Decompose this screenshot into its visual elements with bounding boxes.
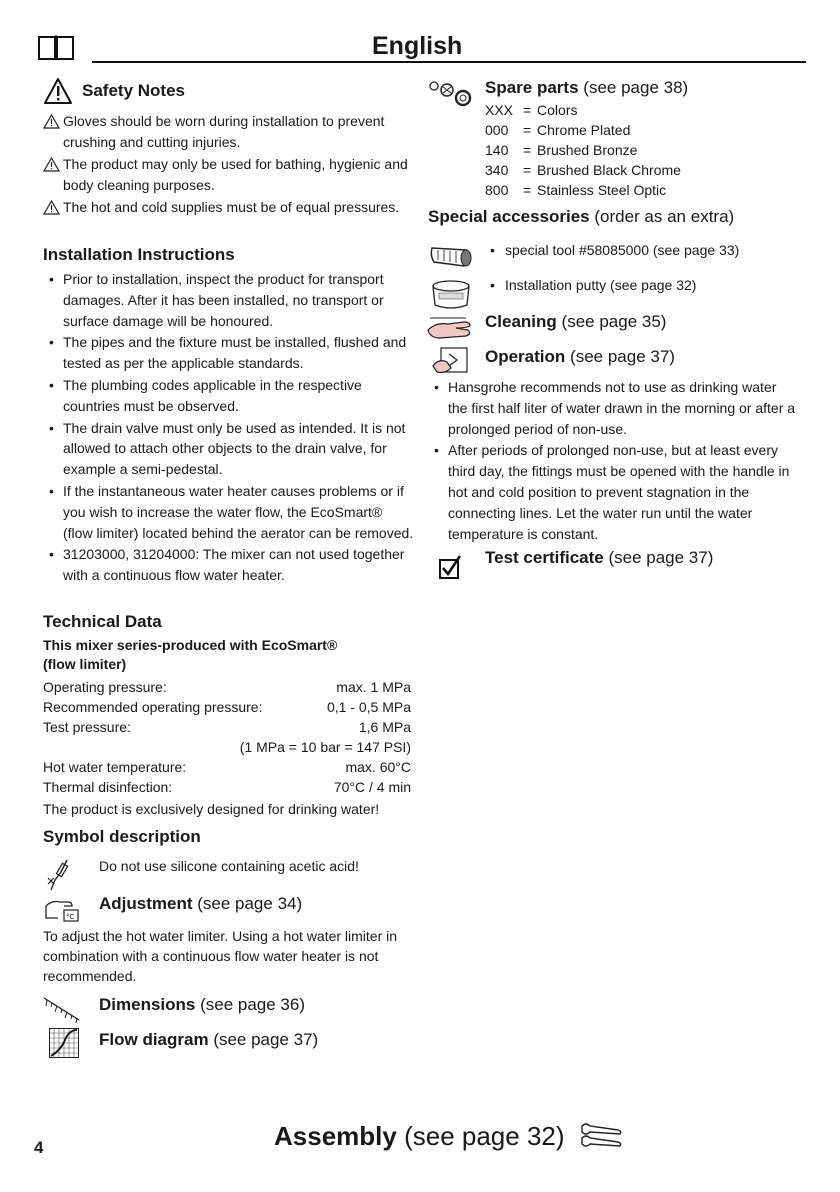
spare-parts-row xyxy=(485,180,745,200)
color-name: Chrome Plated xyxy=(537,122,631,138)
technical-label: Hot water temperature: xyxy=(43,759,187,775)
safety-item-text: The product may only be used for bathing, hygienic and body cleaning purposes. xyxy=(63,156,408,193)
technical-note: The product is exclusively designed for drinking water! xyxy=(43,801,380,817)
special-accessories-ref: (order as an extra) xyxy=(594,207,735,226)
operation-item: • Hansgrohe recommends not to use as drinking water the first half liter of water drawn in the morning or after a prolonged period of non-use. xyxy=(428,377,798,439)
dimensions-label: Dimensions xyxy=(99,995,196,1014)
technical-subheading-line: This mixer series-produced with EcoSmart® xyxy=(43,637,338,653)
assembly-label: Assembly xyxy=(274,1121,397,1151)
spare-parts-ref: (see page 38) xyxy=(583,78,689,97)
wrench-tools-icon xyxy=(578,1120,624,1150)
technical-label: Test pressure: xyxy=(43,719,131,735)
special-accessories-title xyxy=(428,206,734,228)
symbols-heading: Symbol description xyxy=(43,827,201,846)
operation-title xyxy=(485,346,675,368)
installation-item: • Prior to installation, inspect the product for transport damages. After it has been installed, no transport or surface damage will be honoured. xyxy=(43,269,415,331)
assembly-ref: (see page 32) xyxy=(404,1121,565,1151)
technical-value: 0,1 - 0,5 MPa xyxy=(326,699,411,715)
safety-item xyxy=(43,154,411,196)
technical-row xyxy=(43,697,411,717)
dimensions-title xyxy=(99,994,305,1016)
technical-label: Operating pressure: xyxy=(43,679,167,695)
spare-parts-row xyxy=(485,140,745,160)
spare-parts-row xyxy=(485,160,745,180)
svg-text:°C: °C xyxy=(66,913,75,921)
small-warning-icon xyxy=(43,200,60,215)
cleaning-hand-icon xyxy=(426,312,474,342)
page-number: 4 xyxy=(34,1138,44,1157)
color-code: 000 xyxy=(485,122,509,138)
spare-parts-row xyxy=(485,100,745,120)
safety-item-text: Gloves should be worn during installation to prevent crushing and cutting injuries. xyxy=(63,113,385,150)
putty-text: Installation putty (see page 32) xyxy=(505,277,697,293)
bullet: • xyxy=(490,277,495,293)
installation-item: • The plumbing codes applicable in the respective countries must be observed. xyxy=(43,375,415,417)
cleaning-ref: (see page 35) xyxy=(561,312,667,331)
installation-heading: Installation Instructions xyxy=(43,245,235,264)
adjustment-label: Adjustment xyxy=(99,894,193,913)
technical-value: max. 60°C xyxy=(345,759,411,775)
silicone-gun-icon xyxy=(45,856,71,892)
technical-row xyxy=(43,757,411,777)
installation-item: • The pipes and the fixture must be installed, flushed and tested as per the applicable standards. xyxy=(43,332,415,374)
adjustment-text: To adjust the hot water limiter. Using a hot water limiter in combination with a continuous flow water heater is not recommended. xyxy=(43,928,398,984)
color-code: 800 xyxy=(485,182,509,198)
equals-sign: = xyxy=(523,162,532,178)
spare-parts-table xyxy=(485,100,745,200)
test-certificate-ref: (see page 37) xyxy=(608,548,714,567)
color-name: Colors xyxy=(537,102,578,118)
color-name: Stainless Steel Optic xyxy=(537,182,667,198)
operation-label: Operation xyxy=(485,347,566,366)
flow-diagram-ref: (see page 37) xyxy=(213,1030,319,1049)
adjustment-title xyxy=(99,893,302,915)
technical-table xyxy=(43,677,411,819)
equals-sign: = xyxy=(523,102,532,118)
spare-parts-row xyxy=(485,120,745,140)
operation-icon xyxy=(431,346,471,376)
technical-value: 70°C / 4 min xyxy=(333,779,411,795)
test-certificate-title xyxy=(485,547,713,569)
safety-item xyxy=(43,197,411,218)
technical-label: Thermal disinfection: xyxy=(43,779,173,795)
technical-row xyxy=(43,777,411,797)
technical-row xyxy=(43,737,411,757)
cleaning-label: Cleaning xyxy=(485,312,557,331)
spare-parts-title xyxy=(485,77,688,99)
spare-parts-icon xyxy=(428,78,476,108)
technical-value: max. 1 MPa xyxy=(336,679,411,695)
color-code: 140 xyxy=(485,142,509,158)
equals-sign: = xyxy=(523,142,532,158)
special-accessories-label: Special accessories xyxy=(428,207,590,226)
color-code: 340 xyxy=(485,162,509,178)
technical-row xyxy=(43,677,411,697)
warning-icon xyxy=(43,77,73,105)
operation-list xyxy=(428,377,798,544)
equals-sign: = xyxy=(523,182,532,198)
small-warning-icon xyxy=(43,157,60,172)
technical-subheading xyxy=(43,636,337,674)
technical-value: (1 MPa = 10 bar = 147 PSI) xyxy=(239,739,411,755)
color-name: Brushed Black Chrome xyxy=(537,162,681,178)
installation-item: • 31203000, 31204000: The mixer can not used together with a continuous flow water heater. xyxy=(43,544,415,586)
technical-heading: Technical Data xyxy=(43,612,162,631)
spare-parts-label: Spare parts xyxy=(485,78,579,97)
small-warning-icon xyxy=(43,114,60,129)
special-tool-icon xyxy=(428,240,476,272)
putty-tub-icon xyxy=(429,279,473,311)
technical-row xyxy=(43,717,411,737)
adjustment-ref: (see page 34) xyxy=(197,894,303,913)
technical-label: Recommended operating pressure: xyxy=(43,699,263,715)
safety-list xyxy=(43,111,411,218)
dimensions-ref: (see page 36) xyxy=(200,995,305,1014)
color-name: Brushed Bronze xyxy=(537,142,638,158)
bullet: • xyxy=(490,242,495,258)
flow-diagram-title xyxy=(99,1029,318,1051)
book-icon xyxy=(37,33,75,61)
technical-subheading-line: (flow limiter) xyxy=(43,656,127,672)
assembly-title xyxy=(274,1120,565,1152)
page-title: English xyxy=(372,32,463,60)
test-certificate-label: Test certificate xyxy=(485,548,604,567)
installation-item: • The drain valve must only be used as intended. It is not allowed to attach other objects to the drain valve, for example a semi-pedestal. xyxy=(43,418,415,480)
flow-diagram-icon xyxy=(49,1028,79,1058)
silicone-text: Do not use silicone containing acetic acid! xyxy=(99,858,359,874)
operation-ref: (see page 37) xyxy=(570,347,675,366)
flow-diagram-label: Flow diagram xyxy=(99,1030,209,1049)
color-code: XXX xyxy=(485,102,514,118)
operation-item: • After periods of prolonged non-use, but at least every third day, the fittings must be opened with the handle in hot and cold position to prevent stagnation in the connecting lines. Let the water run until the water temperature is constant. xyxy=(428,440,798,544)
installation-list xyxy=(43,269,415,586)
adjustment-hand-icon xyxy=(44,894,80,924)
installation-item: • If the instantaneous water heater causes problems or if you wish to increase the water flow, the EcoSmart® (flow limiter) located behind the aerator can be removed. xyxy=(43,481,415,543)
equals-sign: = xyxy=(523,122,532,138)
special-tool-text: special tool #58085000 (see page 33) xyxy=(505,242,740,258)
technical-value: 1,6 MPa xyxy=(358,719,411,735)
checkbox-check-icon xyxy=(438,554,462,580)
cleaning-title xyxy=(485,311,666,333)
safety-item-text: The hot and cold supplies must be of equal pressures. xyxy=(63,199,400,215)
safety-item xyxy=(43,111,411,153)
safety-heading: Safety Notes xyxy=(82,81,185,100)
ruler-icon xyxy=(43,995,81,1025)
